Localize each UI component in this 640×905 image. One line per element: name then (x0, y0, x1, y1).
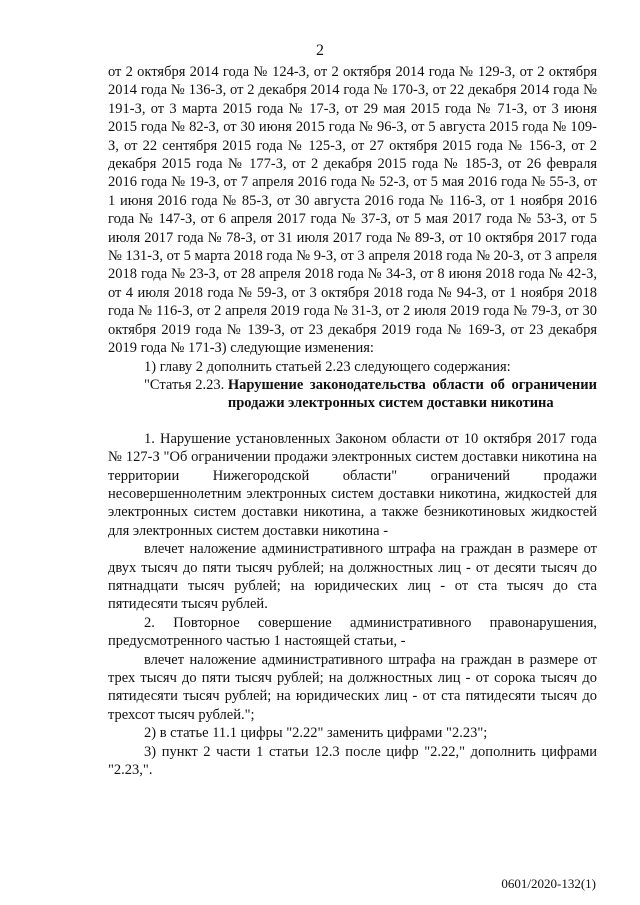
page-number: 2 (316, 42, 324, 59)
document-code: 0601/2020-132(1) (501, 876, 596, 891)
amendment-item-3: 3) пункт 2 части 1 статьи 12.3 после цифр "2.22," дополнить цифрами "2.23,". (108, 743, 597, 779)
amendment-item-2: 2) в статье 11.1 цифры "2.22" заменить цифрами "2.23"; (144, 725, 488, 742)
spacer (108, 413, 597, 430)
article-penalty-1: влечет наложение административного штрафа на граждан в размере от двух тысяч до пяти тысяч рублей; на должностных лиц - от десяти тысяч до пятнадцати тысяч рублей; на юридических лиц - от ста тысяч до ста пятидесяти тысяч рублей. (108, 541, 597, 613)
article-title (108, 376, 597, 413)
article-penalty-2: влечет наложение административного штрафа на граждан в размере от трех тысяч до пяти тысяч рублей; на должностных лиц - от сорока тысяч до пятидесяти тысяч рублей; на юридических лиц - от ста пятидесяти тысяч до трехсот тысяч рублей."; (108, 651, 597, 723)
document-body (108, 63, 597, 779)
article-part-2: 2. Повторное совершение административного правонарушения, предусмотренного частью 1 настоящей статьи, - (108, 614, 597, 650)
amendment-item-1: 1) главу 2 дополнить статьей 2.23 следующего содержания: (144, 358, 511, 375)
article-heading: Нарушение законодательства области об ограничении продажи электронных систем доставки никотина (227, 376, 597, 412)
intro-paragraph: от 2 октября 2014 года № 124-З, от 2 октября 2014 года № 129-З, от 2 октября 2014 года № 136-З, от 2 декабря 2014 года № 170-З, от 22 декабря 2014 года № 191-З, от 3 марта 2015 года № 17-З, от 29 мая 2015 года № 71-З, от 3 июня 2015 года № 82-З, от 30 июня 2015 года № 96-З, от 5 августа 2015 года № 109-З, от 22 сентября 2015 года № 125-З, от 27 октября 2015 года № 156-З, от 2 декабря 2015 года № 177-З, от 2 декабря 2015 года № 185-З, от 26 февраля 2016 года № 19-З, от 7 апреля 2016 года № 52-З, от 5 мая 2016 года № 55-З, от 1 июня 2016 года № 85-З, от 30 августа 2016 года № 116-З, от 1 ноября 2016 года № 147-З, от 6 апреля 2017 года № 37-З, от 5 мая 2017 года № 53-З, от 5 июля 2017 года № 78-З, от 31 июля 2017 года № 89-З, от 10 октября 2017 года № 131-З, от 5 марта 2018 года № 9-З, от 3 апреля 2018 года № 20-З, от 3 апреля 2018 года № 23-З, от 28 апреля 2018 года № 34-З, от 8 июня 2018 года № 42-З, от 4 июля 2018 года № 59-З, от 3 октября 2018 года № 94-З, от 1 ноября 2018 года № 116-З, от 2 апреля 2019 года № 31-З, от 2 июля 2019 года № 79-З, от 30 октября 2019 года № 139-З, от 23 декабря 2019 года № 169-З, от 23 декабря 2019 года № 171-З) следующие изменения: (108, 64, 597, 357)
article-label: "Статья 2.23. (144, 376, 228, 393)
article-part-1: 1. Нарушение установленных Законом области от 10 октября 2017 года № 127-З "Об ограничении продажи электронных систем доставки никотина на территории Нижегородской области" ограничений продажи несовершеннолетним электронных систем доставки никотина, жидкостей для электронных систем доставки никотина, а также безникотиновых жидкостей для электронных систем доставки никотина - (108, 430, 597, 539)
